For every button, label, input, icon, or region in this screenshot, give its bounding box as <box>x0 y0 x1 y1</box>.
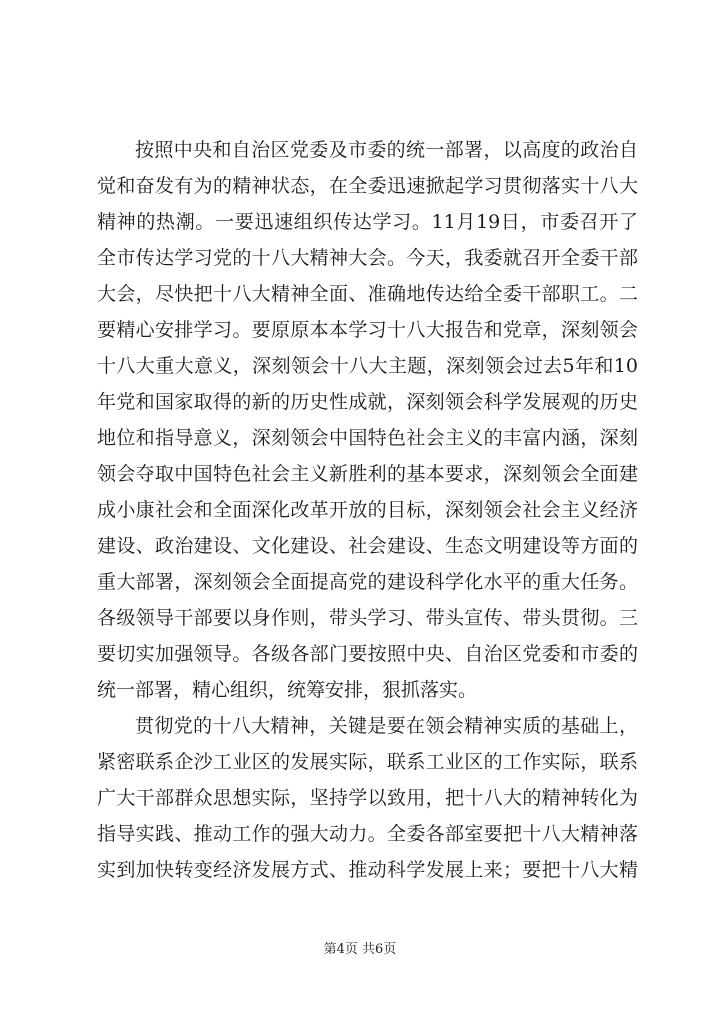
text-line: 实到加快转变经济发展方式、推动科学发展上来；要把十八大精 <box>97 859 638 881</box>
text-line: 要精心安排学习。要原原本本学习十八大报告和党章，深刻领会 <box>97 319 638 341</box>
text-line: 年党和国家取得的新的历史性成就，深刻领会科学发展观的历史 <box>97 391 638 413</box>
text-line: 全市传达学习党的十八大精神大会。今天，我委就召开全委干部 <box>97 247 638 269</box>
text-line: 地位和指导意义，深刻领会中国特色社会主义的丰富内涵，深刻 <box>97 427 638 449</box>
text-line: 紧密联系企沙工业区的发展实际，联系工业区的工作实际，联系 <box>97 751 638 773</box>
document-body <box>97 132 638 888</box>
text-line: 指导实践、推动工作的强大动力。全委各部室要把十八大精神落 <box>97 823 638 845</box>
text-line: 十八大重大意义，深刻领会十八大主题，深刻领会过去5年和10 <box>97 355 638 377</box>
text-line: 重大部署，深刻领会全面提高党的建设科学化水平的重大任务。 <box>97 571 638 593</box>
text-line: 精神的热潮。一要迅速组织传达学习。11月19日，市委召开了 <box>97 211 638 233</box>
text-line: 建设、政治建设、文化建设、社会建设、生态文明建设等方面的 <box>97 535 638 557</box>
text-line: 按照中央和自治区党委及市委的统一部署，以高度的政治自 <box>135 139 638 161</box>
text-line: 领会夺取中国特色社会主义新胜利的基本要求，深刻领会全面建 <box>97 463 638 485</box>
text-line: 广大干部群众思想实际，坚持学以致用，把十八大的精神转化为 <box>97 787 638 809</box>
text-line: 大会，尽快把十八大精神全面、准确地传达给全委干部职工。二 <box>97 283 638 305</box>
paragraph <box>97 132 638 708</box>
text-line: 贯彻党的十八大精神，关键是要在领会精神实质的基础上， <box>135 715 638 737</box>
page-number: 第4页 共6页 <box>323 942 397 957</box>
paragraph <box>97 708 638 888</box>
text-line: 统一部署，精心组织，统筹安排，狠抓落实。 <box>97 679 478 701</box>
text-line: 觉和奋发有为的精神状态，在全委迅速掀起学习贯彻落实十八大 <box>97 175 638 197</box>
text-line: 各级领导干部要以身作则，带头学习、带头宣传、带头贯彻。三 <box>97 607 638 629</box>
text-line: 成小康社会和全面深化改革开放的目标，深刻领会社会主义经济 <box>97 499 638 521</box>
text-line: 要切实加强领导。各级各部门要按照中央、自治区党委和市委的 <box>97 643 638 665</box>
